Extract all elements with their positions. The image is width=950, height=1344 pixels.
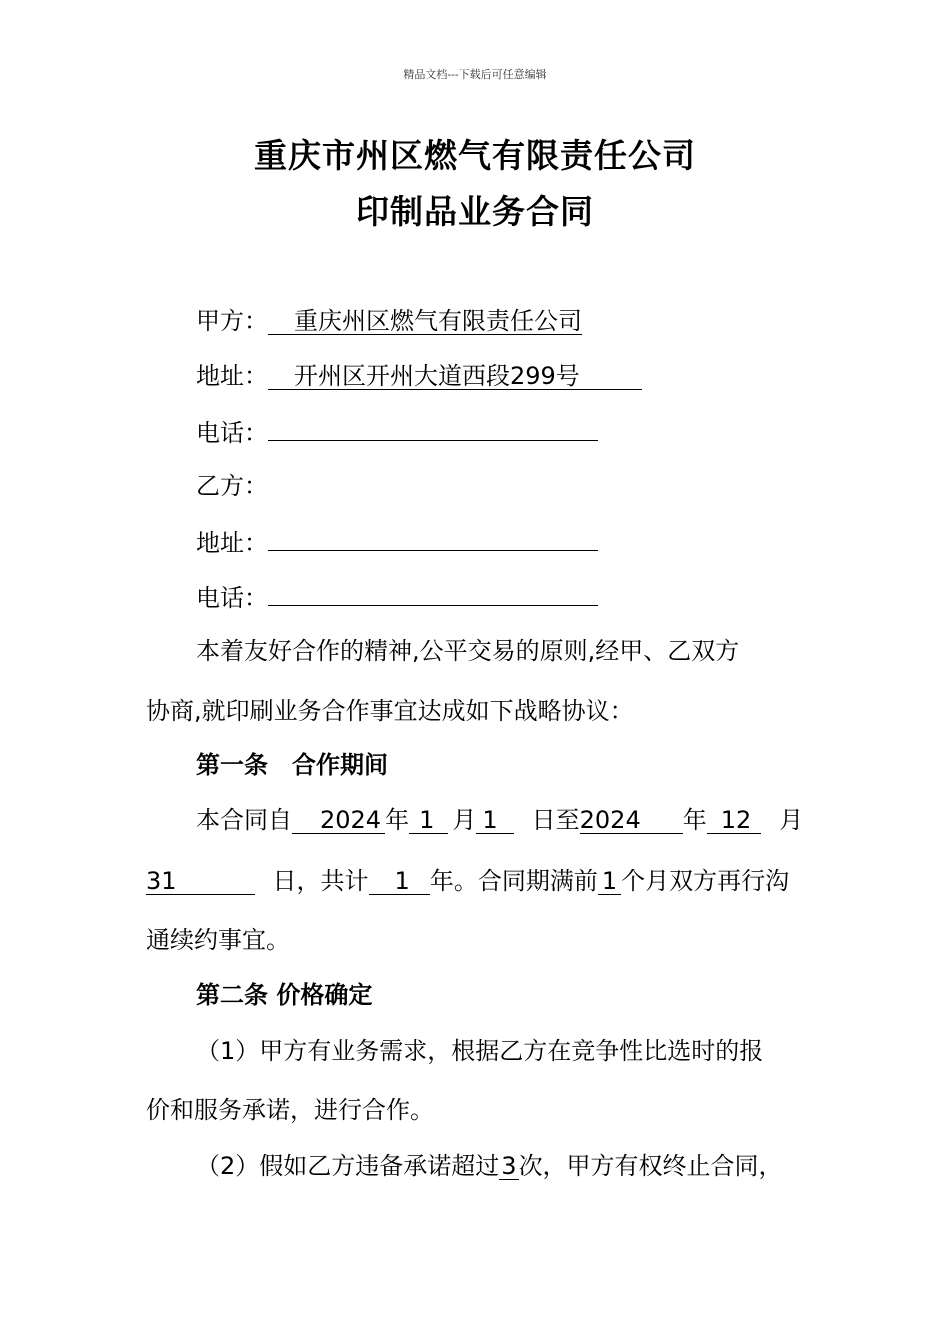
party-a-address: 开州区开州大道西段299号 bbox=[268, 363, 642, 390]
day-to-text: 日至 bbox=[531, 806, 580, 834]
party-a-label: 甲方： bbox=[196, 307, 268, 335]
party-a-address-line bbox=[196, 361, 642, 391]
document-title-line1: 重庆市州区燃气有限责任公司 bbox=[254, 136, 696, 175]
item2-suffix: 次，甲方有权终止合同， bbox=[518, 1152, 783, 1180]
party-b-phone-line bbox=[196, 581, 598, 613]
intro-line1: 本着友好合作的精神,公平交易的原则,经甲、乙双方 bbox=[196, 637, 740, 665]
intro-line2: 协商,就印刷业务合作事宜达成如下战略协议： bbox=[146, 697, 634, 725]
article1-line3: 通续约事宜。 bbox=[146, 926, 290, 954]
party-b-label-line bbox=[196, 471, 268, 501]
month-text: 月 bbox=[452, 806, 477, 834]
party-b-address-line bbox=[196, 526, 598, 558]
party-a-name-line bbox=[196, 306, 582, 336]
party-b-label: 乙方： bbox=[196, 472, 268, 500]
article2-item2-line1 bbox=[196, 1151, 783, 1181]
end-year: 2024 bbox=[580, 807, 683, 834]
party-a-phone-label: 电话： bbox=[196, 419, 268, 447]
party-b-address-blank bbox=[268, 526, 598, 551]
end-day: 31 bbox=[146, 868, 255, 895]
start-year: 2024 bbox=[292, 807, 385, 834]
years-text: 年。合同期满前 bbox=[429, 867, 598, 895]
months-before-text: 个月双方再行沟 bbox=[621, 867, 790, 895]
article1-from-text: 本合同自 bbox=[196, 806, 292, 834]
party-b-phone-blank bbox=[268, 581, 598, 606]
article2-title: 第二条 价格确定 bbox=[196, 981, 373, 1009]
party-b-address-label: 地址： bbox=[196, 529, 268, 557]
article1-line1 bbox=[196, 805, 803, 835]
party-b-phone-label: 电话： bbox=[196, 584, 268, 612]
contract-years: 1 bbox=[369, 868, 430, 895]
months-before: 1 bbox=[598, 868, 621, 895]
end-month: 12 bbox=[707, 807, 762, 834]
item2-prefix: （2）假如乙方违备承诺超过 bbox=[196, 1152, 500, 1180]
start-day: 1 bbox=[476, 807, 513, 834]
day2-text: 日，共计 bbox=[272, 867, 369, 895]
party-a-phone-line bbox=[196, 416, 598, 448]
party-a-address-label: 地址： bbox=[196, 362, 268, 390]
document-title-line2: 印制品业务合同 bbox=[356, 192, 594, 231]
year2-text: 年 bbox=[682, 806, 707, 834]
article1-line2 bbox=[146, 866, 789, 896]
violation-count: 3 bbox=[501, 1152, 517, 1180]
header-note: 精品文档---下载后可任意编辑 bbox=[403, 68, 547, 81]
article2-item1-line2: 价和服务承诺，进行合作。 bbox=[146, 1096, 434, 1124]
year-text: 年 bbox=[385, 806, 410, 834]
article2-item1-line1: （1）甲方有业务需求，根据乙方在竞争性比选时的报 bbox=[196, 1037, 764, 1065]
start-month: 1 bbox=[409, 807, 448, 834]
month2-text: 月 bbox=[779, 806, 804, 834]
party-a-name: 重庆州区燃气有限责任公司 bbox=[268, 308, 582, 335]
party-a-phone-blank bbox=[268, 416, 598, 441]
article1-title: 第一条 合作期间 bbox=[196, 751, 388, 779]
